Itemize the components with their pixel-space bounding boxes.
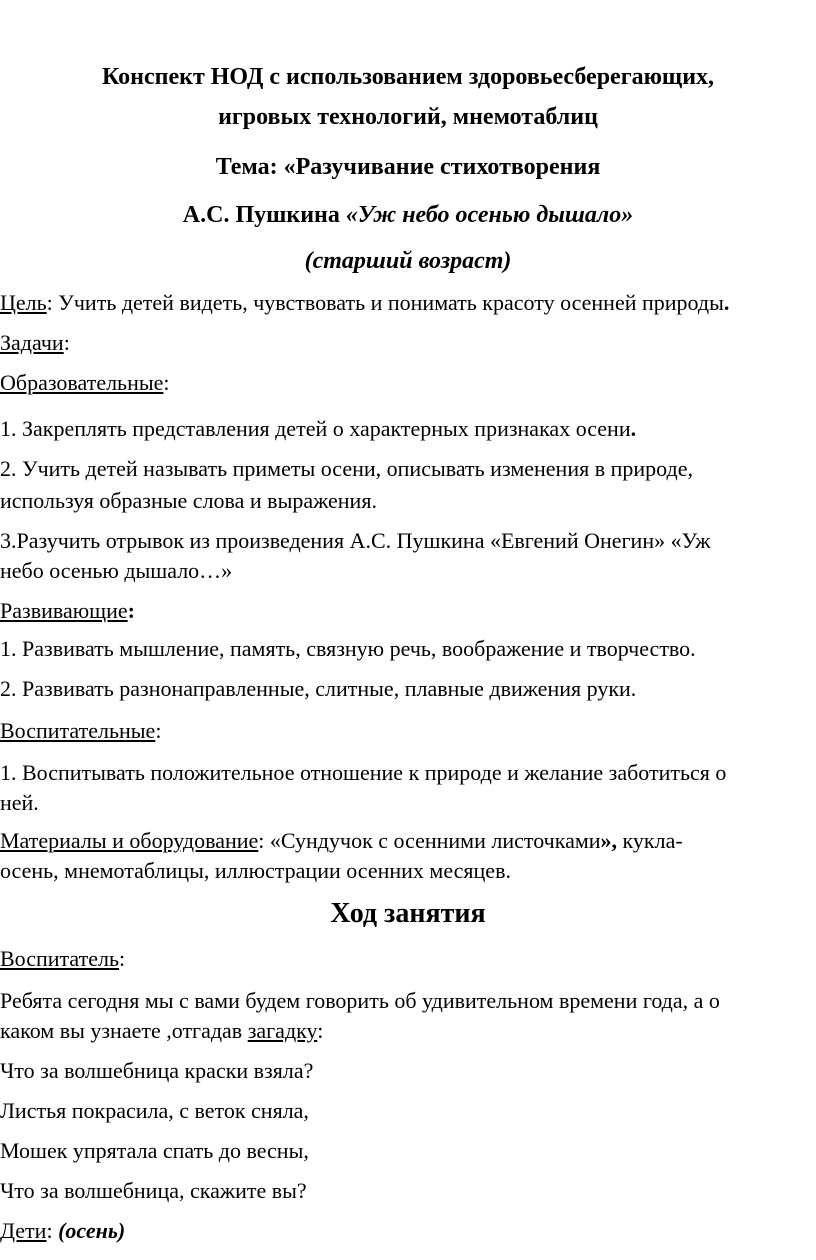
intro-line-2-end: : (317, 1018, 324, 1043)
developing-item-1: 1. Развивать мышление, память, связную речь, воображение и творчество. (0, 636, 696, 661)
theme-author-line (0, 198, 816, 232)
educational-colon: : (163, 370, 170, 395)
riddle-line-1: Что за волшебница краски взяла? (0, 1058, 314, 1083)
age-group-text: (старший возраст) (304, 248, 512, 274)
goal-line (0, 286, 812, 319)
developing-colon: : (127, 598, 135, 623)
educational-item-1 (0, 412, 812, 445)
intro-line-1: Ребята сегодня мы с вами будем говорить об удивительном времени года, а о (0, 988, 720, 1013)
upbringing-item-1-line-2: ней. (0, 790, 39, 815)
goal-label: Цель (0, 290, 47, 315)
children-colon: : (46, 1218, 59, 1243)
lesson-heading: Ход занятия (330, 898, 486, 929)
tasks-heading (0, 326, 812, 359)
educational-item-2-line-2: используя образные слова и выражения. (0, 488, 377, 513)
materials-line-2: осень, мнемотаблицы, иллюстрации осенних месяцев. (0, 858, 511, 883)
author-name: А.С. Пушкина (182, 202, 346, 228)
upbringing-heading (0, 714, 812, 747)
children-line (0, 1214, 812, 1247)
riddle-line-3: Мошек упрятала спать до весны, (0, 1138, 309, 1163)
title-line-1: Конспект НОД с использованием здоровьесберегающих, (101, 64, 715, 90)
goal-end: . (723, 290, 730, 315)
materials-text-2: кукла- (617, 828, 683, 853)
educational-label: Образовательные (0, 370, 164, 395)
teacher-label: Воспитатель (0, 946, 120, 971)
upbringing-item-1-line-1: 1. Воспитывать положительное отношение к природе и желание заботиться о (0, 760, 727, 785)
teacher-colon: : (119, 946, 126, 971)
intro-line-2 (0, 1014, 812, 1047)
developing-item-2: 2. Развивать разнонаправленные, слитные, плавные движения руки. (0, 676, 637, 701)
poem-title: «Уж небо осенью дышало» (345, 202, 634, 228)
developing-heading (0, 594, 812, 627)
materials-bold: », (600, 828, 618, 853)
educational-item-3-line-2: небо осенью дышало…» (0, 558, 233, 583)
materials-text-1: : «Сундучок с осенними листочками (258, 828, 601, 853)
materials-label: Материалы и оборудование (0, 828, 259, 853)
tasks-colon: : (63, 330, 70, 355)
developing-label: Развивающие (0, 598, 128, 623)
educational-item-1-text: 1. Закреплять представления детей о характерных признаках осени (0, 416, 631, 441)
tasks-label: Задачи (0, 330, 64, 355)
riddle-word: загадку (247, 1018, 318, 1043)
educational-item-3-line-1: 3.Разучить отрывок из произведения А.С. Пушкина «Евгений Онегин» «Уж (0, 528, 711, 553)
children-label: Дети (0, 1218, 47, 1243)
educational-heading (0, 366, 812, 399)
riddle-line-2: Листья покрасила, с веток сняла, (0, 1098, 309, 1123)
goal-text: : Учить детей видеть, чувствовать и понимать красоту осенней природы (46, 290, 724, 315)
materials-line-1 (0, 824, 812, 857)
age-group (0, 244, 816, 278)
teacher-heading (0, 942, 812, 975)
educational-item-1-end: . (630, 416, 637, 441)
theme-line: Тема: «Разучивание стихотворения (215, 154, 601, 180)
upbringing-colon: : (155, 718, 162, 743)
educational-item-2-line-1: 2. Учить детей называть приметы осени, описывать изменения в природе, (0, 456, 693, 481)
title-line-2: игровых технологий, мнемотаблиц (218, 104, 598, 130)
children-answer: (осень) (58, 1218, 126, 1243)
riddle-line-4: Что за волшебница, скажите вы? (0, 1178, 307, 1203)
intro-line-2-text: каком вы узнаете ,отгадав (0, 1018, 248, 1043)
upbringing-label: Воспитательные (0, 718, 156, 743)
